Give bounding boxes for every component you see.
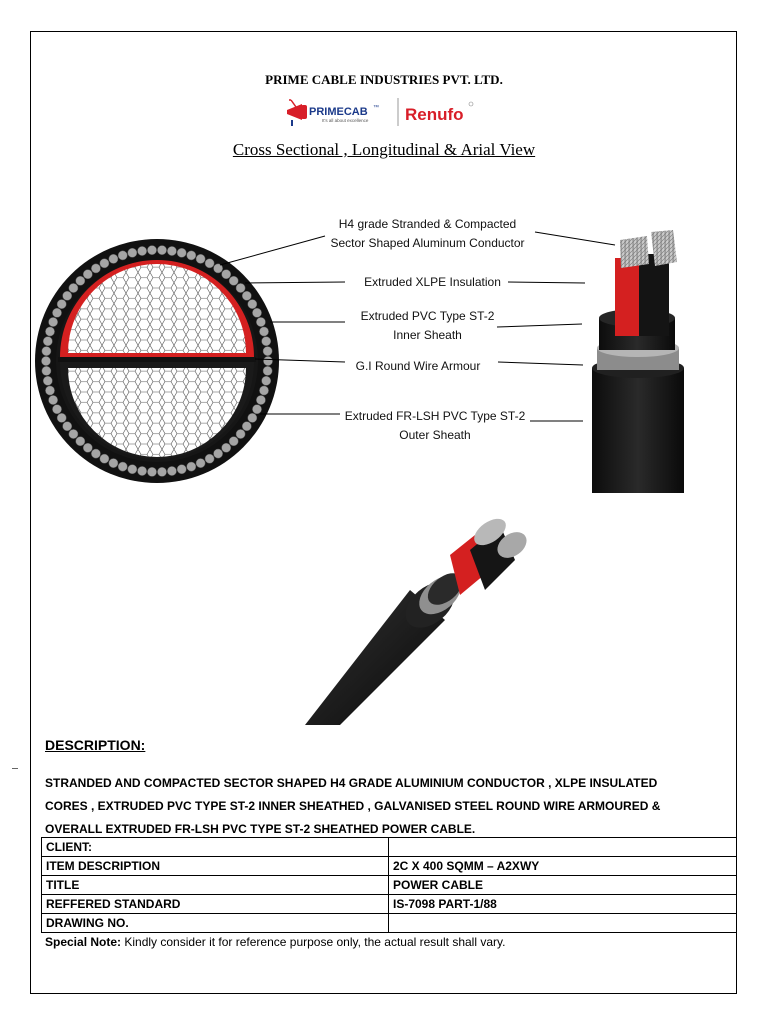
table-label: DRAWING NO. bbox=[42, 914, 389, 933]
callout-inner-sheath-line1: Extruded PVC Type ST-2 bbox=[360, 309, 495, 323]
renufo-wordmark: Renufo bbox=[405, 105, 464, 124]
table-value bbox=[389, 838, 737, 857]
callout-inner-sheath-line2: Inner Sheath bbox=[393, 328, 462, 342]
info-table bbox=[41, 837, 737, 933]
margin-mark bbox=[12, 768, 18, 769]
callout-insulation: Extruded XLPE Insulation bbox=[364, 275, 501, 289]
table-row bbox=[42, 876, 737, 895]
special-note bbox=[45, 935, 505, 949]
callout-conductor-line1: H4 grade Stranded & Compacted bbox=[338, 217, 517, 231]
table-value bbox=[389, 914, 737, 933]
table-value: POWER CABLE bbox=[389, 876, 737, 895]
table-label: ITEM DESCRIPTION bbox=[42, 857, 389, 876]
aerial-view-drawing bbox=[300, 510, 560, 730]
table-label: CLIENT: bbox=[42, 838, 389, 857]
description-line-3: OVERALL EXTRUDED FR-LSH PVC TYPE ST-2 SHEATHED POWER CABLE. bbox=[45, 822, 476, 836]
description-heading: DESCRIPTION: bbox=[45, 737, 146, 753]
special-note-label: Special Note: bbox=[45, 935, 122, 949]
table-row bbox=[42, 838, 737, 857]
table-row bbox=[42, 857, 737, 876]
trademark: ™ bbox=[373, 105, 379, 111]
table-label: TITLE bbox=[42, 876, 389, 895]
description-text bbox=[45, 772, 705, 841]
callout-conductor-line2: Sector Shaped Aluminum Conductor bbox=[330, 236, 525, 250]
table-row bbox=[42, 914, 737, 933]
special-note-text: Kindly consider it for reference purpose only, the actual result shall vary. bbox=[121, 935, 506, 949]
description-line-1: STRANDED AND COMPACTED SECTOR SHAPED H4 GRADE ALUMINIUM CONDUCTOR , XLPE INSULATED bbox=[45, 776, 658, 790]
description-line-2: CORES , EXTRUDED PVC TYPE ST-2 INNER SHEATHED , GALVANISED STEEL ROUND WIRE ARMOURED & bbox=[45, 799, 661, 813]
page-title: Cross Sectional , Longitudinal & Arial View bbox=[232, 140, 536, 159]
table-row bbox=[42, 895, 737, 914]
callout-outer-sheath-line1: Extruded FR-LSH PVC Type ST-2 bbox=[344, 409, 526, 423]
callout-outer-sheath-line2: Outer Sheath bbox=[399, 428, 471, 442]
callout-armour: G.I Round Wire Armour bbox=[355, 359, 481, 373]
primecab-tagline: It's all about excellence bbox=[322, 118, 369, 123]
company-name: PRIME CABLE INDUSTRIES PVT. LTD. bbox=[265, 72, 503, 87]
primecab-wordmark: PRIMECAB bbox=[309, 106, 368, 118]
table-value: IS-7098 PART-1/88 bbox=[389, 895, 737, 914]
table-value: 2C X 400 SQMM – A2XWY bbox=[389, 857, 737, 876]
table-label: REFFERED STANDARD bbox=[42, 895, 389, 914]
